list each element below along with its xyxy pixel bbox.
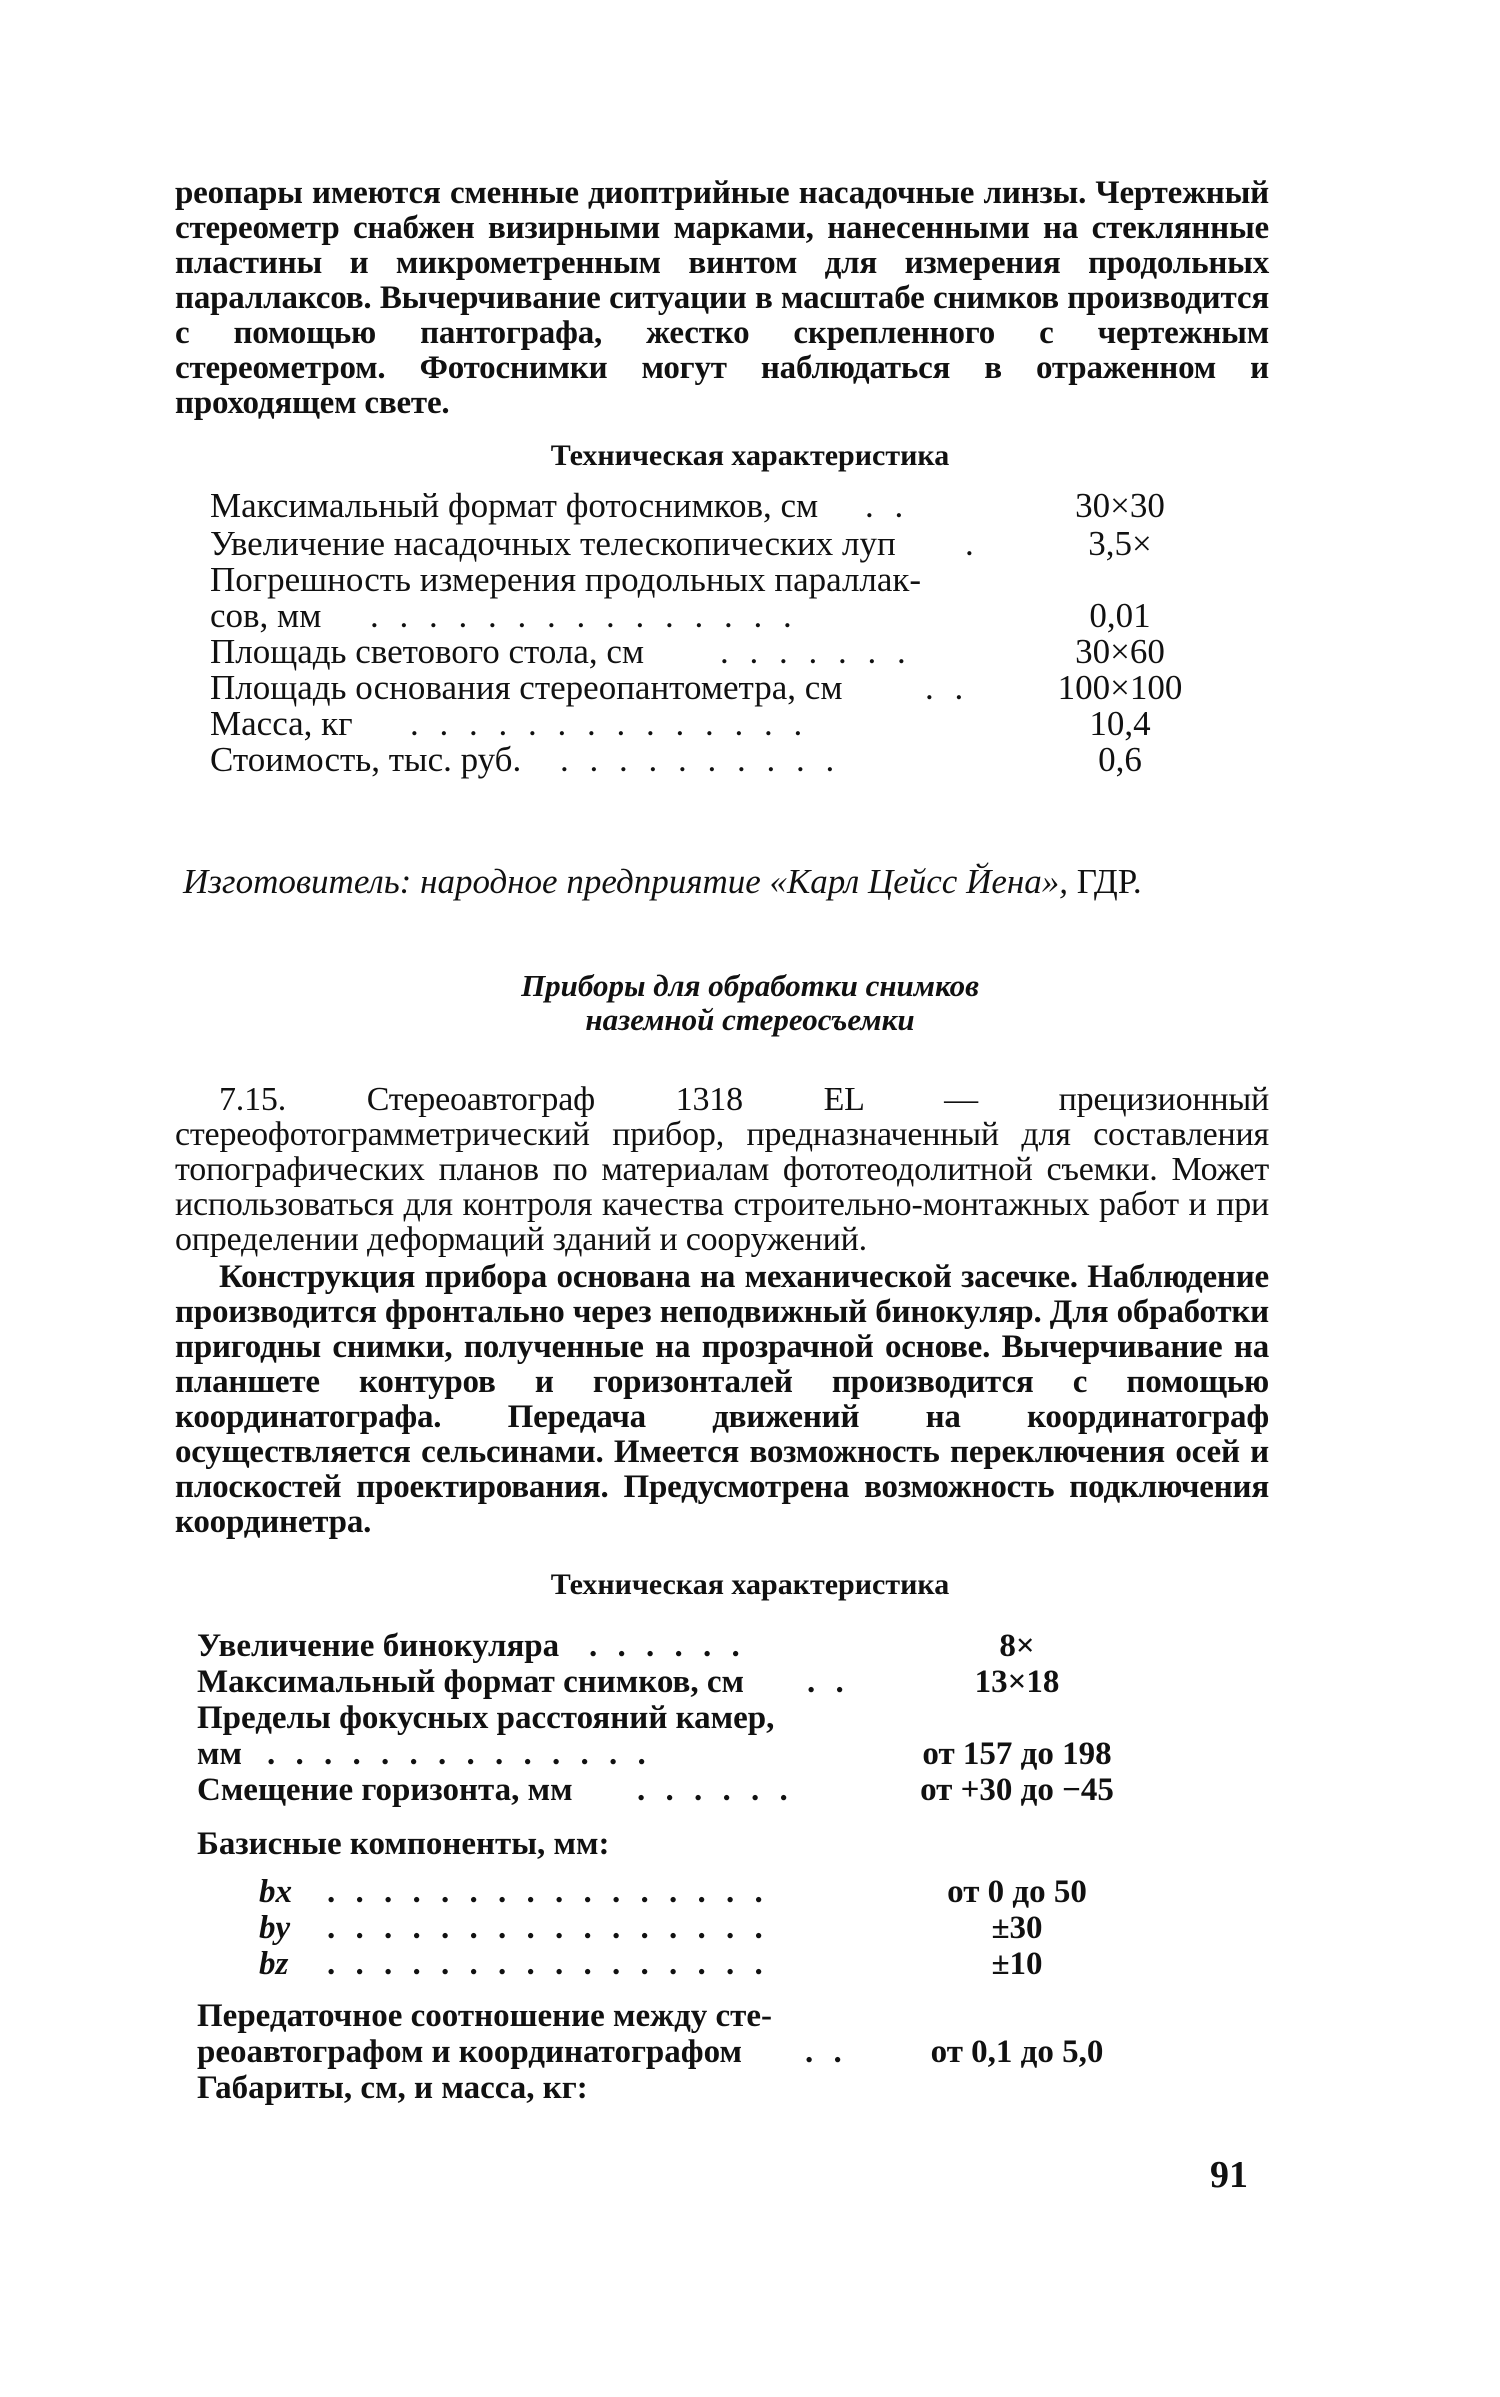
leader-dots: . . . . . . . . . . . . . . . . bbox=[327, 1874, 769, 1910]
leader-dots: . bbox=[965, 524, 980, 563]
spec-value: 30×30 bbox=[1075, 486, 1165, 525]
spec-label: Смещение горизонта, мм bbox=[197, 1772, 573, 1808]
spec2-title: Техническая характеристика bbox=[550, 1568, 950, 1601]
section-heading-line2: наземной стереосъемки bbox=[585, 1002, 915, 1037]
spec-label: Увеличение бинокуляра bbox=[197, 1628, 560, 1664]
spec1-table bbox=[210, 488, 1210, 788]
leader-dots: . . bbox=[807, 1664, 850, 1700]
manufacturer-line bbox=[183, 862, 1142, 902]
leader-dots: . . . . . . bbox=[589, 1628, 746, 1664]
spec-value: ±10 bbox=[991, 1946, 1043, 1982]
spec-label: bz bbox=[259, 1946, 289, 1982]
spec-label: Базисные компоненты, мм: bbox=[197, 1826, 610, 1862]
leader-dots: . . . . . . bbox=[637, 1772, 794, 1808]
leader-dots: . . bbox=[805, 2034, 848, 2070]
spec-label: Увеличение насадочных телескопических луп bbox=[210, 524, 896, 563]
leader-dots: . . bbox=[865, 486, 910, 525]
manufacturer-text: Изготовитель: народное предприятие «Карл Цейсс Йена», bbox=[183, 862, 1069, 901]
spec-label: мм bbox=[197, 1736, 242, 1772]
leader-dots: . . . . . . . bbox=[720, 632, 912, 671]
leader-dots: . . . . . . . . . . . . . . bbox=[267, 1736, 652, 1772]
section-heading-line1: Приборы для обработки снимков bbox=[521, 968, 979, 1003]
spec-value: 10,4 bbox=[1089, 704, 1151, 743]
spec-value: 30×60 bbox=[1075, 632, 1165, 671]
spec-label: Габариты, см, и масса, кг: bbox=[197, 2070, 588, 2106]
spec2-table bbox=[197, 1628, 1217, 2108]
spec-label: Масса, кг bbox=[210, 704, 353, 743]
spec-label: Площадь светового стола, см bbox=[210, 632, 645, 671]
spec-value: от 157 до 198 bbox=[922, 1736, 1112, 1772]
leader-dots: . . bbox=[925, 668, 970, 707]
leader-dots: . . . . . . . . . . bbox=[560, 740, 841, 779]
leader-dots: . . . . . . . . . . . . . . . . bbox=[327, 1946, 769, 1982]
page-number: 91 bbox=[1210, 2154, 1248, 2196]
spec-value: 100×100 bbox=[1057, 668, 1183, 707]
spec-label: Передаточное соотношение между сте- bbox=[197, 1998, 773, 2034]
spec-value: 8× bbox=[999, 1628, 1035, 1664]
item-paragraph-1: 7.15. Стереоавтограф 1318 EL — прецизионный стереофотограмметрический прибор, предназначенный для составления топографических планов по материалам фототеодолитной съемки. Может использоваться для контроля качества строительно-монтажных работ и при определении деформаций зданий и сооружений. bbox=[175, 1081, 1269, 1258]
spec-label: реоавтографом и координатографом bbox=[197, 2034, 742, 2070]
spec-value: 0,6 bbox=[1098, 740, 1142, 779]
spec-value: 0,01 bbox=[1089, 596, 1151, 635]
spec-label: Погрешность измерения продольных параллак- bbox=[210, 560, 922, 599]
leader-dots: . . . . . . . . . . . . . . . bbox=[370, 596, 798, 635]
spec-label: Пределы фокусных расстояний камер, bbox=[197, 1700, 775, 1736]
spec-value: 3,5× bbox=[1088, 524, 1152, 563]
spec-label: Стоимость, тыс. руб. bbox=[210, 740, 522, 779]
item-paragraph-2: Конструкция прибора основана на механической засечке. Наблюдение производится фронтально через неподвижный бинокуляр. Для обработки пригодны снимки, полученные на прозрачной основе. Вычерчивание на планшете контуров и горизонталей производится с помощью координатографа. Передача движений на координатограф осуществляется сельсинами. Имеется возможность переключения осей и плоскостей проектирования. Предусмотрена возможность подключения координетра. bbox=[175, 1259, 1269, 1540]
spec-label: bx bbox=[259, 1874, 292, 1910]
spec-value: от 0,1 до 5,0 bbox=[930, 2034, 1104, 2070]
spec-label: Максимальный формат снимков, см bbox=[197, 1664, 744, 1700]
spec-value: 13×18 bbox=[974, 1664, 1060, 1700]
leader-dots: . . . . . . . . . . . . . . bbox=[410, 704, 809, 743]
spec-label: сов, мм bbox=[210, 596, 322, 635]
spec-value: ±30 bbox=[991, 1910, 1043, 1946]
spec-label: Площадь основания стереопантометра, см bbox=[210, 668, 843, 707]
spec-label: Максимальный формат фотоснимков, см bbox=[210, 486, 819, 525]
manufacturer-country: ГДР. bbox=[1076, 862, 1142, 901]
leader-dots: . . . . . . . . . . . . . . . . bbox=[327, 1910, 769, 1946]
spec-value: от +30 до −45 bbox=[920, 1772, 1114, 1808]
spec1-title: Техническая характеристика bbox=[550, 439, 950, 472]
spec-value: от 0 до 50 bbox=[947, 1874, 1087, 1910]
spec-label: by bbox=[259, 1910, 291, 1946]
intro-paragraph: реопары имеются сменные диоптрийные насадочные линзы. Чертежный стереометр снабжен визирными марками, нанесенными на стеклянные пластины и микрометренным винтом для измерения продольных параллаксов. Вычерчивание ситуации в масштабе снимков производится с помощью пантографа, жестко скрепленного с чертежным стереометром. Фотоснимки могут наблюдаться в отраженном и проходящем свете. bbox=[175, 175, 1269, 421]
